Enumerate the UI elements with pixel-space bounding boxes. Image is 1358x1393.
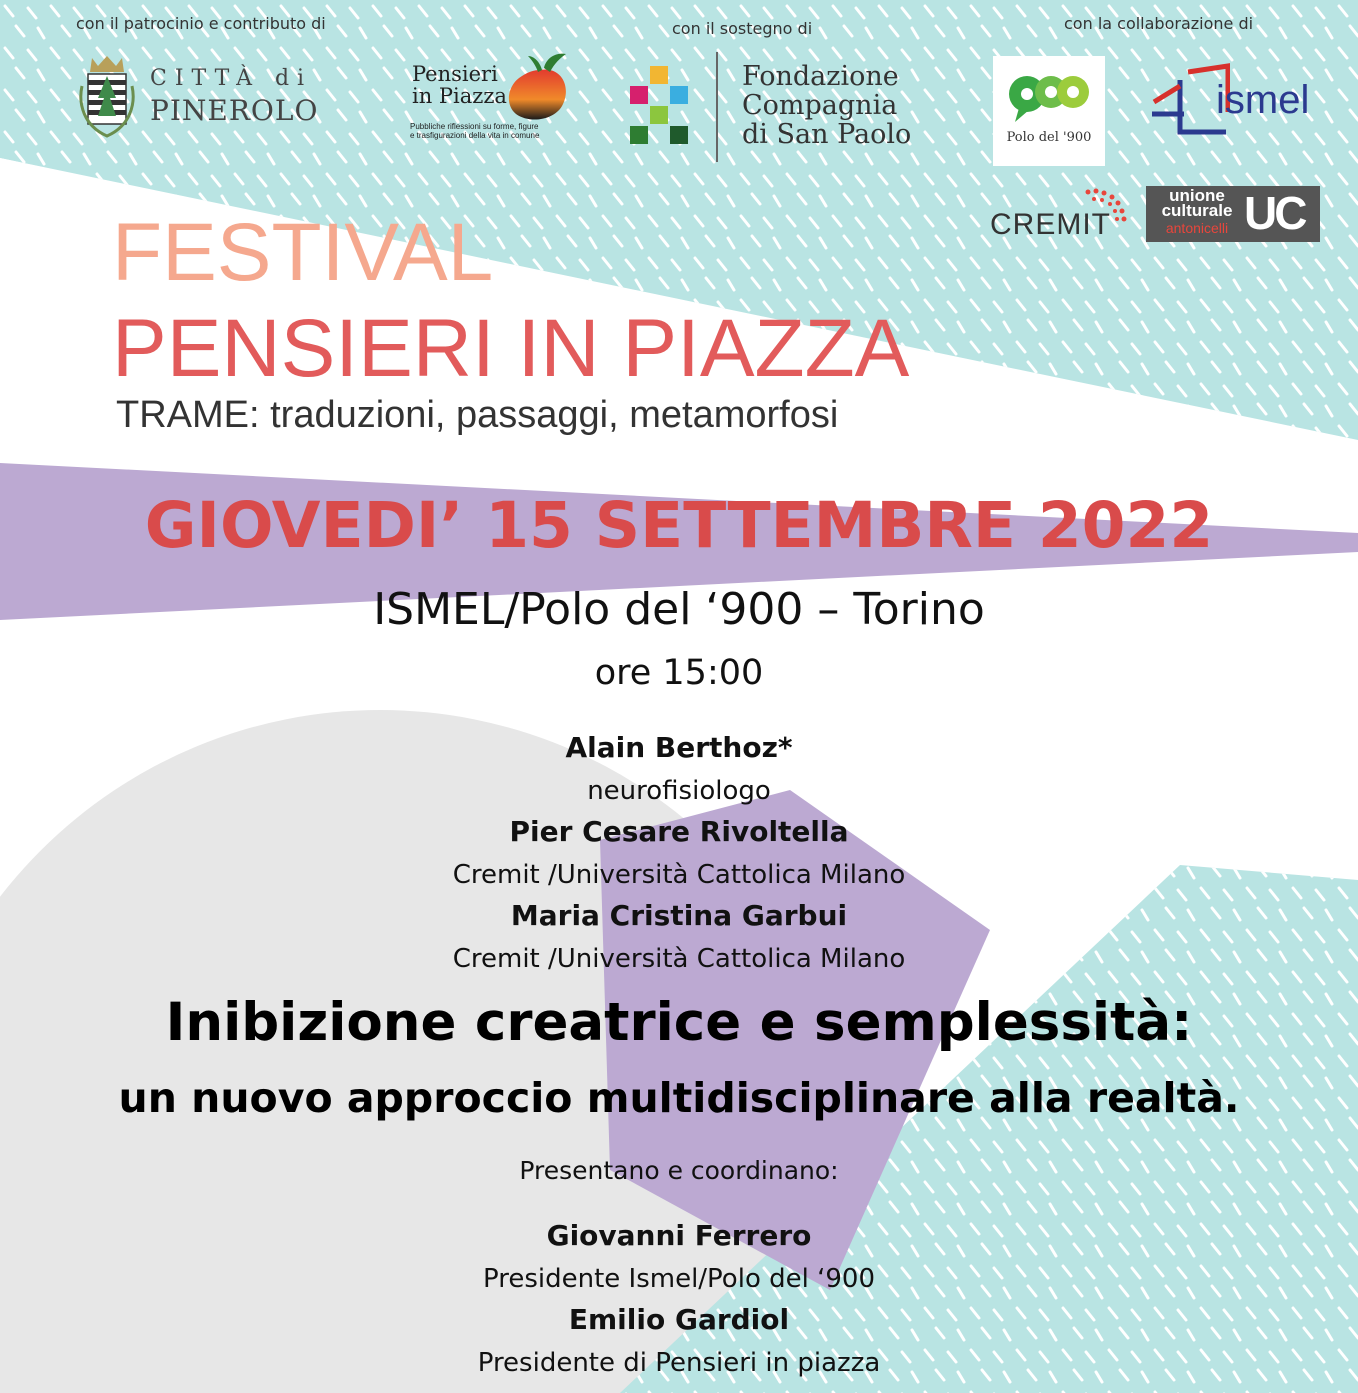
pinerolo-line2: PINEROLO: [150, 94, 319, 127]
pensieri-line1: Pensieri: [412, 62, 498, 86]
talk-title: Inibizione creatrice e semplessità:: [165, 992, 1193, 1053]
speaker-name: Pier Cesare Rivoltella: [509, 815, 849, 848]
fondazione-line3: di San Paolo: [742, 119, 912, 150]
pensieri-line2: in Piazza: [412, 84, 507, 108]
fondazione-squares-icon: [628, 64, 692, 148]
pensieri-tagline2: e trasfigurazioni della vita in comune: [410, 131, 540, 140]
event-date: GIOVEDI’ 15 SETTEMBRE 2022: [144, 489, 1214, 562]
talk-subtitle: un nuovo approccio multidisciplinare alla realtà.: [118, 1074, 1240, 1122]
fondazione-divider: [716, 52, 718, 162]
pinerolo-crest-icon: [76, 52, 138, 140]
speaker-role: neurofisiologo: [587, 776, 771, 806]
festival-line2: PENSIERI IN PIAZZA: [112, 303, 910, 394]
patronage-label: con il patrocinio e contributo di: [76, 14, 326, 33]
cremit-label: CREMIT: [990, 208, 1111, 241]
pensieri-tagline1: Pubbliche riflessioni su forme, figure: [410, 122, 539, 131]
fondazione-logo: [628, 52, 912, 164]
support-label: con il sostegno di: [672, 19, 813, 38]
polo-label: Polo del '900: [1006, 130, 1092, 145]
event-time: ore 15:00: [594, 653, 764, 693]
ismel-logo: [1150, 62, 1320, 146]
coordinator-role: Presidente di Pensieri in piazza: [477, 1348, 881, 1378]
festival-subtitle: TRAME: traduzioni, passaggi, metamorfosi: [116, 394, 839, 436]
pensieri-flame-icon: [500, 48, 576, 128]
uc-line1: unione: [1169, 186, 1225, 205]
speaker-role: Cremit /Università Cattolica Milano: [452, 860, 906, 890]
fondazione-line2: Compagnia: [742, 90, 898, 121]
coordinator-role: Presidente Ismel/Polo del ‘900: [483, 1264, 875, 1294]
cremit-logo: [990, 186, 1130, 242]
uc-line3: antonicelli: [1165, 220, 1229, 236]
festival-line1: FESTIVAL: [112, 207, 494, 298]
coordinator-name: Giovanni Ferrero: [546, 1219, 812, 1252]
event-location: ISMEL/Polo del ‘900 – Torino: [373, 584, 985, 635]
coordinators-label: Presentano e coordinano:: [519, 1156, 839, 1185]
pinerolo-line1: CITTÀ di: [150, 66, 313, 91]
speaker-role: Cremit /Università Cattolica Milano: [452, 944, 906, 974]
uc-line2: culturale: [1161, 201, 1233, 220]
uc-logo: [1146, 186, 1320, 242]
fondazione-line1: Fondazione: [742, 61, 899, 92]
coordinator-name: Emilio Gardiol: [568, 1303, 790, 1336]
polo-logo: [993, 56, 1105, 166]
uc-mark: UC: [1244, 187, 1305, 239]
speaker-name: Maria Cristina Garbui: [510, 899, 848, 932]
polo-speech-bubbles-icon: [1007, 68, 1091, 124]
pinerolo-logo: [76, 52, 326, 142]
pensieri-logo: [408, 48, 573, 148]
collaboration-label: con la collaborazione di: [1064, 14, 1254, 33]
ismel-label: ismel: [1216, 78, 1310, 122]
speaker-name: Alain Berthoz*: [565, 731, 793, 764]
